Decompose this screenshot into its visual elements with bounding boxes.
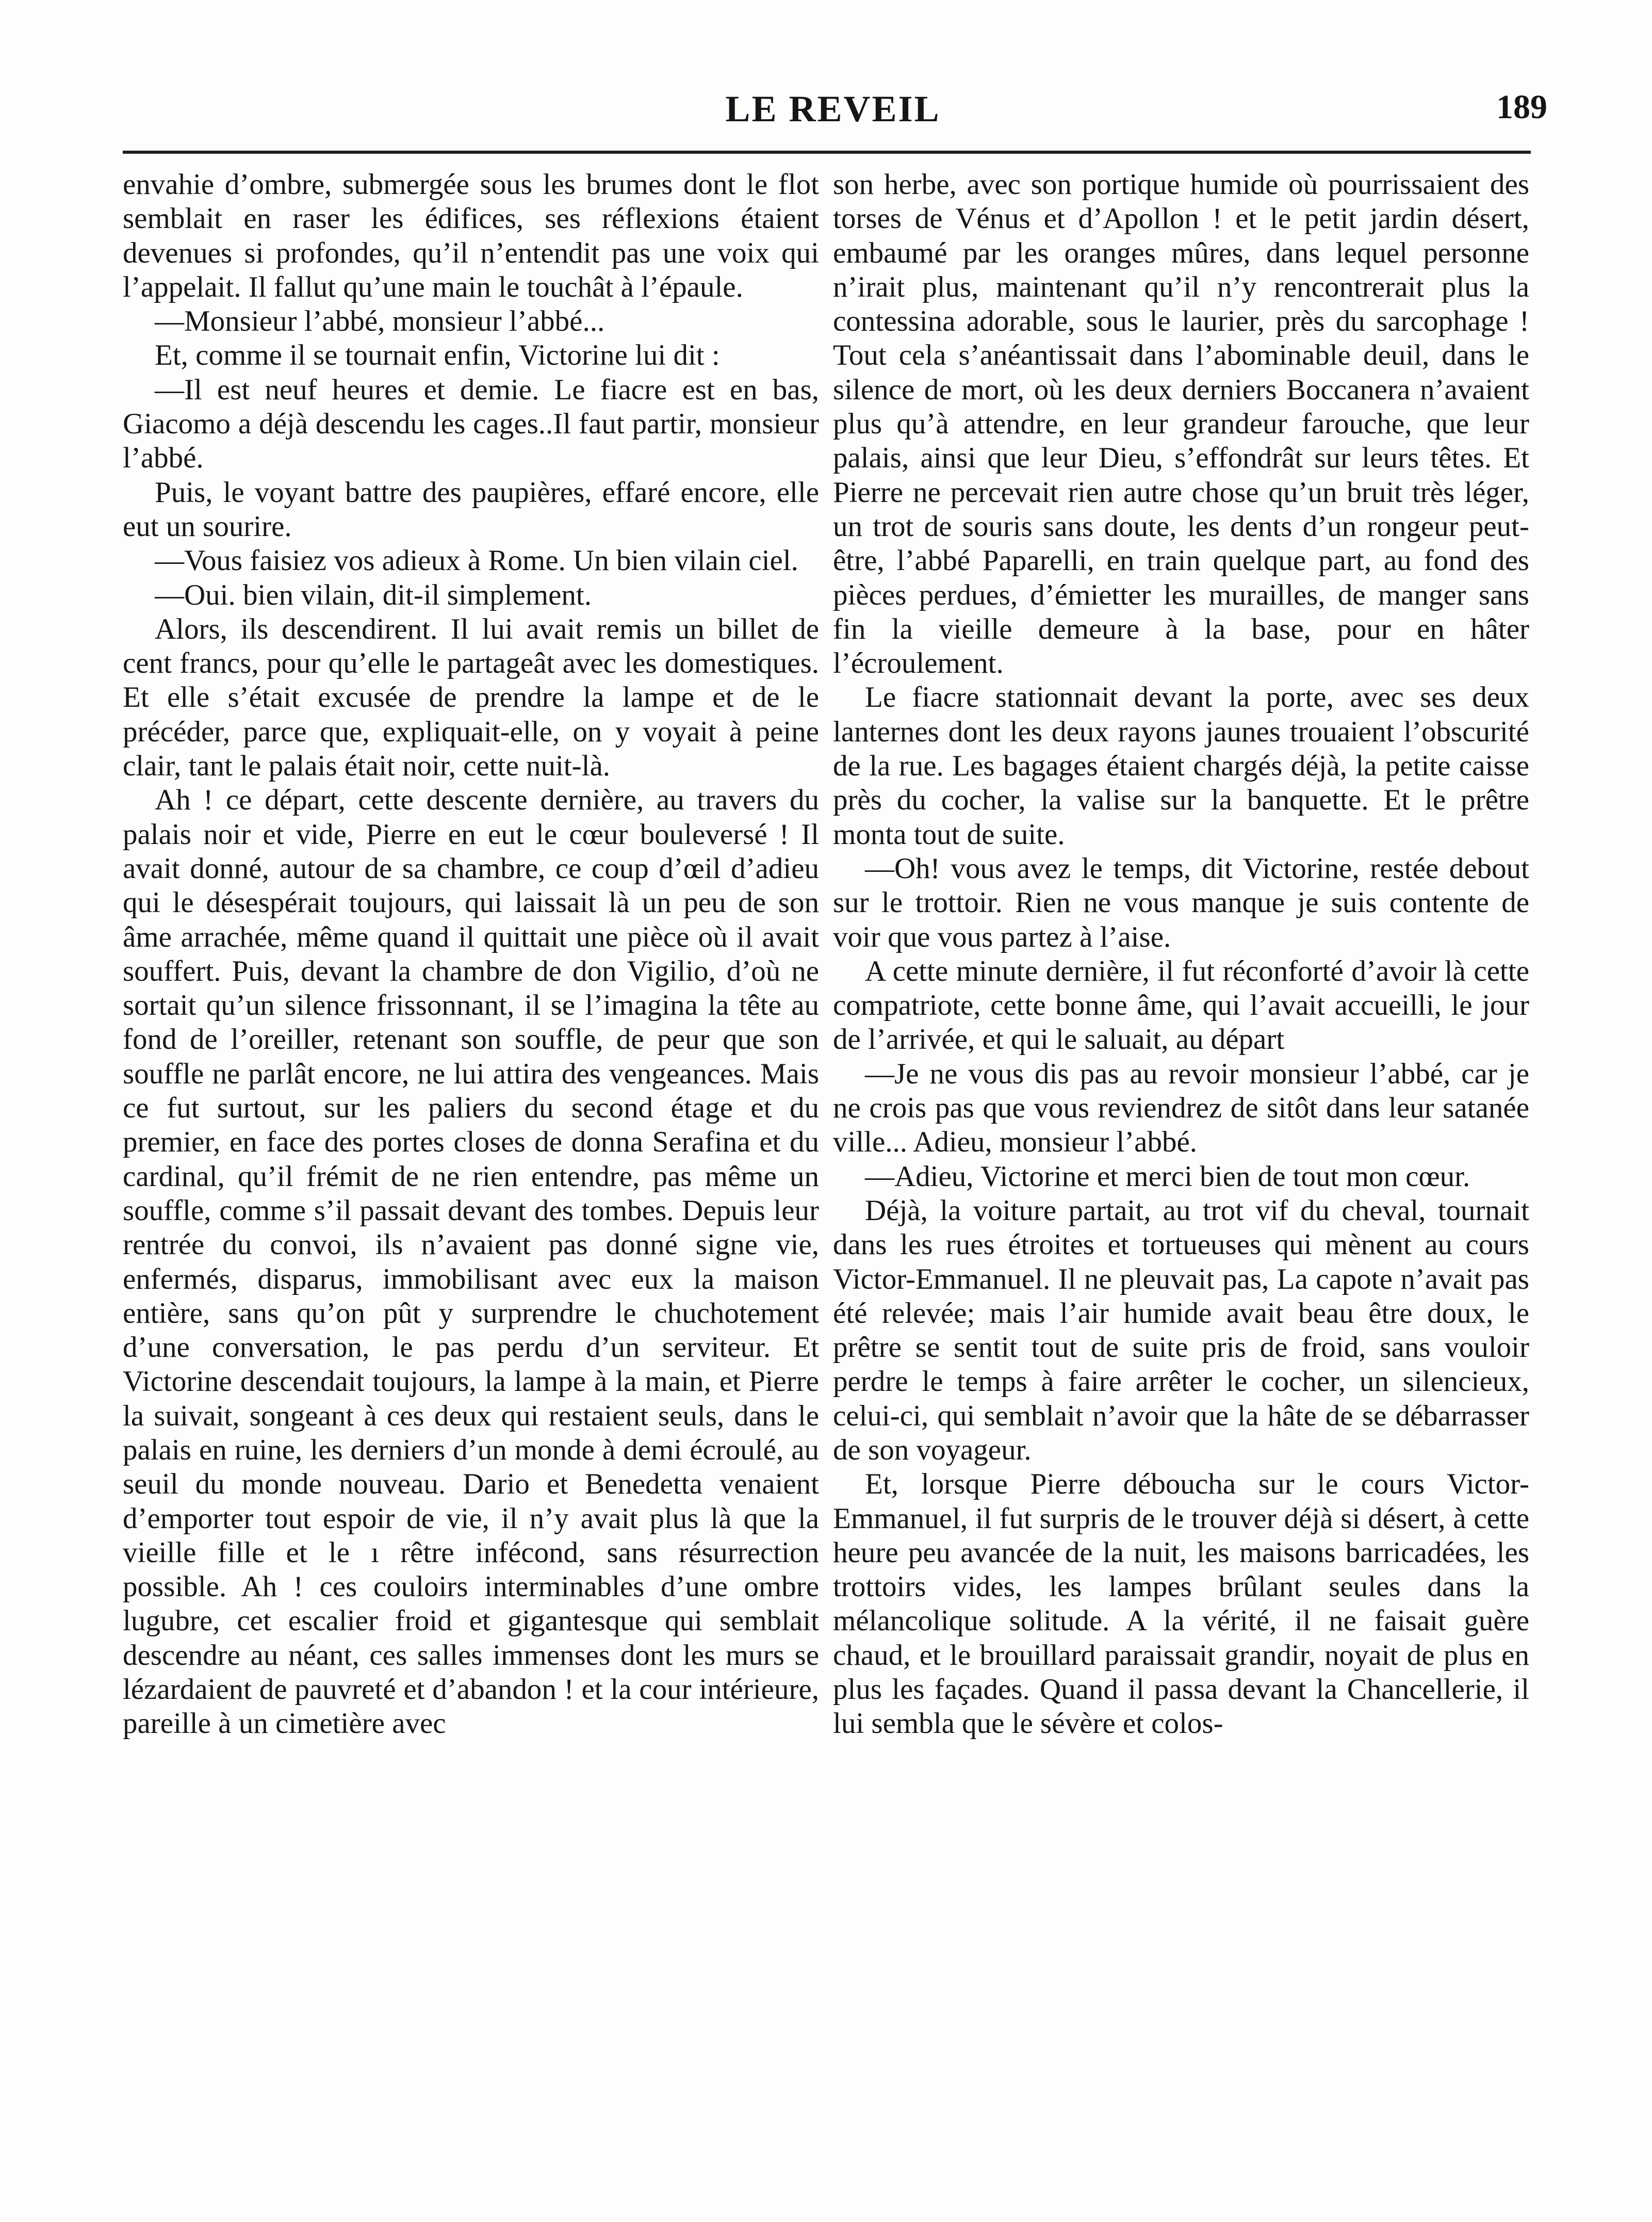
paragraph: envahie d’ombre, submergée sous les brumes dont le flot semblait en raser les édifices, ses réflexions étaient devenues si profondes, qu’il n’entendit pas une voix qui l’appelait. Il fallut qu’une main le touchât à l’épaule.: [123, 168, 819, 303]
paragraph: Déjà, la voiture partait, au trot vif du cheval, tournait dans les rues étroites et tortueuses qui mènent au cours Victor-Emmanuel. Il ne pleuvait pas, La capote n’avait pas été relevée; mais l’air humide avait beau être doux, le prêtre se sentit tout de suite pris de froid, sans vouloir perdre le temps à faire arrêter le cocher, un silencieux, celui-ci, qui semblait n’avoir que la hâte de se débarrasser de son voyageur.: [833, 1194, 1529, 1466]
paragraph: —Il est neuf heures et demie. Le fiacre est en bas, Giacomo a déjà descendu les cages..Il faut partir, monsieur l’abbé.: [123, 373, 819, 475]
paragraph: —Oh! vous avez le temps, dit Victorine, restée debout sur le trottoir. Rien ne vous manque je suis contente de voir que vous partez à l’aise.: [833, 852, 1529, 953]
running-head: [119, 88, 1547, 144]
paragraph: son herbe, avec son portique humide où pourrissaient des torses de Vénus et d’Apollon ! et le petit jardin désert, embaumé par les oranges mûres, dans lequel personne n’irait plus, maintenant qu’il n’y rencontrerait plus la contessina adorable, sous le laurier, près du sarcophage ! Tout cela s’anéantissait dans l’abominable deuil, dans le silence de mort, où les deux derniers Boccanera n’avaient plus qu’à attendre, en leur grandeur farouche, que leur palais, ainsi que leur Dieu, s’effondrât sur leurs têtes. Et Pierre ne percevait rien autre chose qu’un bruit très léger, un trot de souris sans doute, les dents d’un rongeur peut-être, l’abbé Paparelli, en train quelque part, au fond des pièces perdues, d’émietter les murailles, de manger sans fin la vieille demeure à la base, pour en hâter l’écroulement.: [833, 168, 1529, 680]
page-number: 189: [1496, 88, 1547, 126]
journal-title: LE REVEIL: [725, 88, 941, 129]
paragraph: —Je ne vous dis pas au revoir monsieur l’abbé, car je ne crois pas que vous reviendrez de sitôt dans leur satanée ville... Adieu, monsieur l’abbé.: [833, 1057, 1529, 1159]
paragraph: —Adieu, Victorine et merci bien de tout mon cœur.: [865, 1160, 1470, 1193]
paragraph: A cette minute dernière, il fut réconforté d’avoir là cette compatriote, cette bonne âme, qui l’avait accueilli, le jour de l’arrivée, et qui le saluait, au départ: [833, 954, 1529, 1056]
paragraph: —Oui. bien vilain, dit-il simplement.: [155, 578, 592, 611]
paragraph: —Monsieur l’abbé, monsieur l’abbé...: [155, 305, 605, 338]
right-column: [833, 168, 1529, 2169]
paragraph: Et, lorsque Pierre déboucha sur le cours Victor-Emmanuel, il fut surpris de le trouver déjà si désert, à cette heure peu avancée de la nuit, les maisons barricadées, les trottoirs vides, les lampes brûlant seules dans la mélancolique solitude. A la vérité, il ne faisait guère chaud, et le brouillard paraissait grandir, noyait de plus en plus les façades. Quand il passa devant la Chancellerie, il lui sembla que le sévère et colos-: [833, 1468, 1529, 1740]
paragraph: Le fiacre stationnait devant la porte, avec ses deux lanternes dont les deux rayons jaunes trouaient l’obscurité de la rue. Les bagages étaient chargés déjà, la petite caisse près du cocher, la valise sur la banquette. Et le prêtre monta tout de suite.: [833, 681, 1529, 851]
left-column: [123, 168, 819, 2169]
paragraph: Ah ! ce départ, cette descente dernière, au travers du palais noir et vide, Pierre en eut le cœur bouleversé ! Il avait donné, autour de sa chambre, ce coup d’œil d’adieu qui le désespérait toujours, qui laissait là un peu de son âme arrachée, même quand il quittait une pièce où il avait souffert. Puis, devant la chambre de don Vigilio, d’où ne sortait qu’un silence frissonnant, il se l’imagina la tête au fond de l’oreiller, retenant son souffle, de peur que son souffle ne parlât encore, ne lui attira des vengeances. Mais ce fut surtout, sur les paliers du second étage et du premier, en face des portes closes de donna Serafina et du cardinal, qu’il frémit de ne rien entendre, pas même un souffle, comme s’il passait devant des tombes. Depuis leur rentrée du convoi, ils n’avaient pas donné signe vie, enfermés, disparus, immobilisant avec eux la maison entière, sans qu’on pût y surprendre le chuchotement d’une conversation, le pas perdu d’un serviteur. Et Victorine descendait toujours, la lampe à la main, et Pierre la suivait, songeant à ces deux qui restaient seuls, dans le palais en ruine, les derniers d’un monde à demi écroulé, au seuil du monde nouveau. Dario et Benedetta venaient d’emporter tout espoir de vie, il n’y avait plus là que la vieille fille et le ı rêtre infécond, sans résurrection possible. Ah ! ces couloirs interminables d’une ombre lugubre, cet escalier froid et gigantesque qui semblait descendre au néant, ces salles immenses dont les murs se lézardaient de pauvreté et d’abandon ! et la cour intérieure, pareille à un cimetière avec: [123, 784, 819, 1740]
paragraph: Puis, le voyant battre des paupières, effaré encore, elle eut un sourire.: [123, 476, 819, 543]
paragraph: Alors, ils descendirent. Il lui avait remis un billet de cent francs, pour qu’elle le partageât avec les domestiques. Et elle s’était excusée de prendre la lampe et de le précéder, parce que, expliquait-elle, on y voyait à peine clair, tant le palais était noir, cette nuit-là.: [123, 612, 819, 783]
paragraph: —Vous faisiez vos adieux à Rome. Un bien vilain ciel.: [155, 544, 798, 577]
header-rule: [123, 151, 1531, 154]
paragraph: Et, comme il se tournait enfin, Victorine lui dit :: [155, 339, 720, 372]
